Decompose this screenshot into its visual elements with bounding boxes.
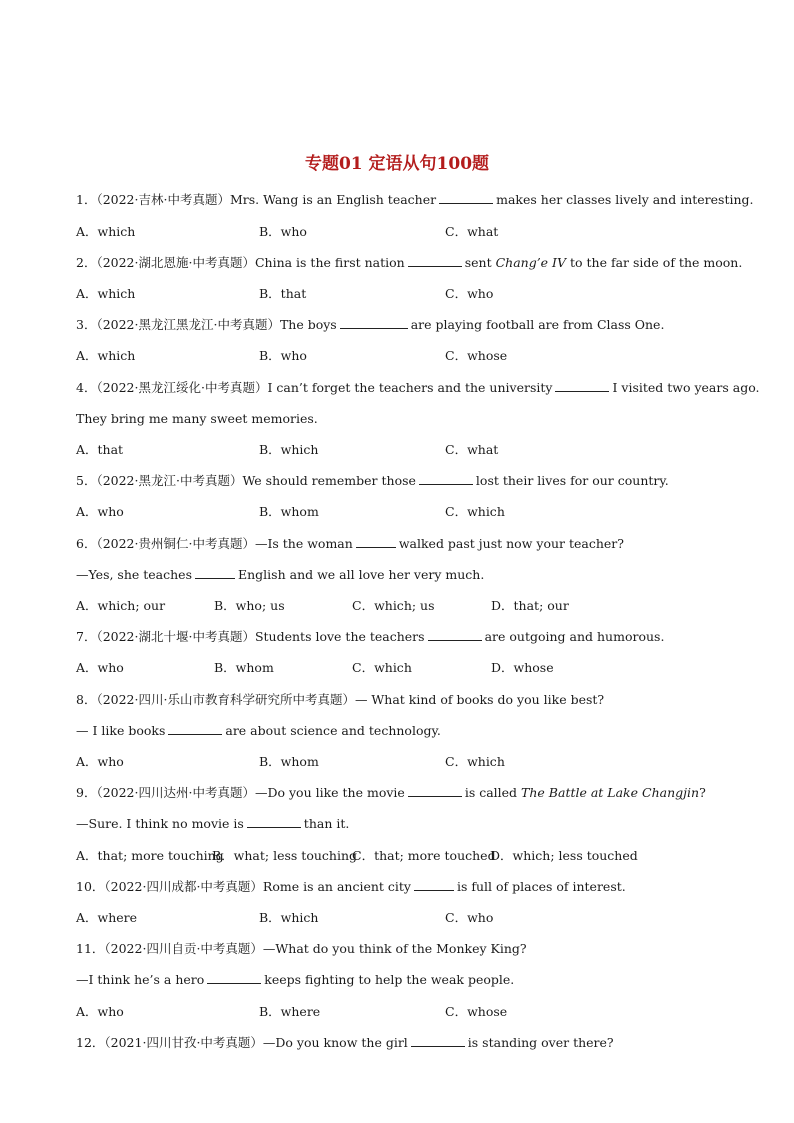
question-2 [76,254,742,272]
question-text: 6．（2022·贵州铜仁·中考真题）—Is the woman [76,536,353,551]
question-text: 9．（2022·四川达州·中考真题）—Do you like the movie [76,785,405,800]
question-text: lost their lives for our country. [475,473,669,488]
question-text: 7．（2022·湖北十堰·中考真题）Students love the teachers [76,629,425,644]
option-c: C．whose [445,1004,508,1019]
option-c: C．which [352,660,412,675]
option-d: D．which; less touched [490,848,638,863]
option-a: A．where [76,910,138,925]
option-b: B．whom [214,660,274,675]
option-a: A．that [76,442,124,457]
question-9 [76,784,706,802]
option-a: A．which; our [76,598,166,613]
question-1 [76,191,754,209]
question-text: 4．（2022·黑龙江绥化·中考真题）I can’t forget the teachers and the university [76,380,553,395]
question-11-line-2 [76,971,514,989]
question-3 [76,316,664,334]
question-4 [76,379,759,397]
option-a: A．who [76,504,124,519]
question-5 [76,472,669,490]
question-text: to the far side of the moon. [570,255,743,270]
question-7 [76,628,664,646]
question-text: —Yes, she teaches [76,567,192,582]
question-text: 3．（2022·黑龙江黑龙江·中考真题）The boys [76,317,337,332]
option-a: A．that; more touching [76,848,224,863]
answer-blank [419,472,473,485]
question-9-line-2 [76,815,349,833]
question-text: I visited two years ago. [612,380,760,395]
question-text: are playing football are from Class One. [410,317,665,332]
option-b: B．which [259,910,319,925]
question-text: ? [699,785,706,800]
question-10 [76,878,626,896]
question-text: is full of places of interest. [456,879,626,894]
answer-blank [207,971,261,984]
question-text: —Sure. I think no movie is [76,816,244,831]
italic-title: The Battle at Lake Changjin [521,785,700,800]
question-text: 2．（2022·湖北恩施·中考真题）China is the first nation [76,255,405,270]
question-text: 5．（2022·黑龙江·中考真题）We should remember those [76,473,416,488]
question-8: 8．（2022·四川·乐山市教育科学研究所中考真题）— What kind of books do you like best? [76,692,605,707]
question-text: than it. [303,816,350,831]
answer-blank [555,379,609,392]
option-b: B．whom [259,754,319,769]
question-text: walked past just now your teacher? [398,536,624,551]
option-b: B．where [259,1004,321,1019]
option-a: A．which [76,348,136,363]
question-text: is called [464,785,518,800]
option-c: C．what [445,224,499,239]
question-4-line-2: They bring me many sweet memories. [76,411,318,426]
page-title: 专题01 定语从句100题 [304,154,490,174]
question-text: keeps fighting to help the weak people. [264,972,515,987]
answer-blank [439,191,493,204]
answer-blank [340,316,408,329]
option-b: B．which [259,442,319,457]
answer-blank [356,535,396,548]
question-6 [76,535,624,553]
option-a: A．which [76,286,136,301]
option-c: C．that; more touched [352,848,496,863]
question-11: 11．（2022·四川自贡·中考真题）—What do you think of the Monkey King? [76,941,527,956]
answer-blank [195,566,235,579]
question-text: 10．（2022·四川成都·中考真题）Rome is an ancient city [76,879,411,894]
option-c: C．whose [445,348,508,363]
option-c: C．what [445,442,499,457]
question-text: English and we all love her very much. [238,567,485,582]
option-b: B．who; us [214,598,285,613]
answer-blank [247,815,301,828]
answer-blank [168,722,222,735]
option-a: A．which [76,224,136,239]
answer-blank [408,254,462,267]
question-text: 12．（2021·四川甘孜·中考真题）—Do you know the girl [76,1035,408,1050]
question-text: —I think he’s a hero [76,972,205,987]
option-d: D．whose [491,660,554,675]
answer-blank [411,1034,465,1047]
option-b: B．that [259,286,307,301]
question-text: sent [464,255,492,270]
question-text: 1．（2022·吉林·中考真题）Mrs. Wang is an English teacher [76,192,437,207]
question-text: are outgoing and humorous. [484,629,665,644]
question-6-line-2 [76,566,484,584]
question-text: is standing over there? [467,1035,614,1050]
option-c: C．which [445,754,505,769]
option-c: C．who [445,286,494,301]
option-a: A．who [76,660,124,675]
option-c: C．which; us [352,598,435,613]
question-text: — I like books [76,723,166,738]
question-12 [76,1034,614,1052]
italic-title: Chang’e IV [495,255,567,270]
question-text: makes her classes lively and interesting. [496,192,754,207]
question-8-line-2 [76,722,441,740]
answer-blank [414,878,454,891]
option-c: C．who [445,910,494,925]
answer-blank [428,628,482,641]
option-a: A．who [76,754,124,769]
option-a: A．who [76,1004,124,1019]
option-d: D．that; our [491,598,569,613]
answer-blank [408,784,462,797]
option-b: B．what; less touching [212,848,357,863]
question-text: are about science and technology. [225,723,441,738]
option-b: B．who [259,224,307,239]
option-b: B．who [259,348,307,363]
option-b: B．whom [259,504,319,519]
option-c: C．which [445,504,505,519]
